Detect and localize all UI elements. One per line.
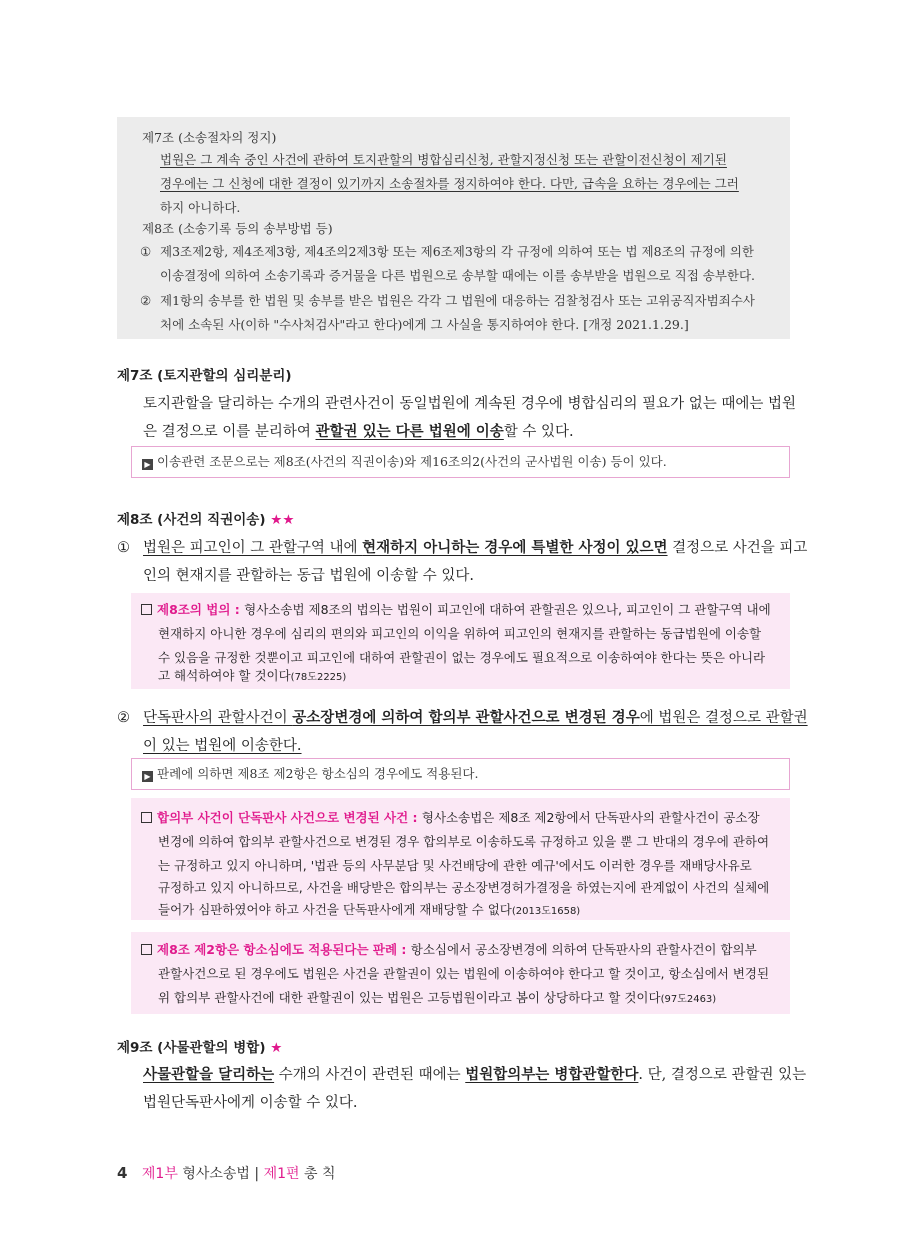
rule-art7-line2: 경우에는 그 신청에 대한 결정이 있기까지 소송절차를 정지하여야 한다. 다만, 급속을 요하는 경우에는 그러 — [160, 176, 739, 191]
art8-p2-line2: 이 있는 법원에 이송한다. — [143, 738, 302, 754]
case-box-3-line2: 관할사건으로 된 경우에도 법원은 사건을 관할권이 있는 법원에 이송하여야 한다고 할 것이고, 항소심에서 변경된 — [158, 966, 770, 981]
page-footer — [117, 1163, 335, 1183]
art8-p1-line2: 인의 현재지를 관할하는 동급 법원에 이송할 수 있다. — [143, 568, 475, 584]
art8-p2-line1: 단독판사의 관할사건이 공소장변경에 의하여 합의부 관할사건으로 변경된 경우에 법원은 결정으로 관할권 — [143, 709, 808, 726]
checkbox-square-icon — [141, 604, 152, 615]
note-box: ▶ 이송관련 조문으로는 제8조(사건의 직권이송)와 제16조의2(사건의 군사법원 이송) 등이 있다. — [131, 446, 790, 478]
case-box-2-line4: 규정하고 있지 아니하므로, 사건을 배당받은 합의부는 공소장변경허가결정을 하였는지에 관계없이 사건의 실체에 — [158, 880, 770, 895]
section-heading-art7: 제7조 (토지관할의 심리분리) — [117, 368, 292, 384]
case-box-3-line3: 위 합의부 관할사건에 대한 관할권이 있는 법원은 고등법원이라고 봄이 상당하다고 할 것이다(97도2463) — [158, 990, 717, 1005]
importance-stars: ★ — [270, 1040, 283, 1056]
art9-line1: 사물관할을 달리하는 수개의 사건이 관련된 때에는 법원합의부는 병합관할한다. 단, 결정으로 관할권 있는 — [143, 1066, 807, 1083]
art7-line1: 토지관할을 달리하는 수개의 관련사건이 동일법원에 계속된 경우에 병합심리의 필요가 없는 때에는 법원 — [143, 396, 796, 412]
rule-art8-c1-line2: 이송결정에 의하여 소송기록과 증거물을 다른 법원으로 송부할 때에는 이를 송부받을 법원으로 직접 송부한다. — [160, 268, 756, 283]
case-box-2-line2: 변경에 의하여 합의부 관할사건으로 변경된 경우 합의부로 이송하도록 규정하고 있을 뿐 그 반대의 경우에 관하여 — [158, 834, 770, 849]
arrow-marker-icon: ▶ — [142, 771, 153, 782]
note-box: ▶ 판례에 의하면 제8조 제2항은 항소심의 경우에도 적용된다. — [131, 758, 790, 790]
section-heading-art8: 제8조 (사건의 직권이송) ★★ — [117, 512, 295, 528]
case-box-1-line2: 현재하지 아니한 경우에 심리의 편의와 피고인의 이익을 위하여 피고인의 현재지를 관할하는 동급법원에 이송할 — [158, 626, 762, 641]
art7-line2: 은 결정으로 이를 분리하여 관할권 있는 다른 법원에 이송할 수 있다. — [143, 423, 574, 440]
case-box-1-line1: 제8조의 법의 : 형사소송법 제8조의 법의는 법원이 피고인에 대하여 관할권은 있으나, 피고인이 그 관할구역 내에 — [141, 598, 771, 622]
footer-book: 형사소송법 — [182, 1166, 250, 1182]
section-heading-art9: 제9조 (사물관할의 병합) ★ — [117, 1040, 283, 1056]
page-number: 4 — [117, 1164, 128, 1182]
case-box-3-line1: 제8조 제2항은 항소심에도 적용된다는 판례 : 항소심에서 공소장변경에 의하여 단독판사의 관할사건이 합의부 — [141, 938, 757, 962]
rule-art8-title: 제8조 (소송기록 등의 송부방법 등) — [142, 221, 333, 236]
checkbox-square-icon — [141, 812, 152, 823]
art8-p1-line1: 법원은 피고인이 그 관할구역 내에 현재하지 아니하는 경우에 특별한 사정이 있으면 결정으로 사건을 피고 — [143, 539, 808, 556]
rule-art7-line3: 하지 아니하다. — [160, 200, 241, 215]
case-box-1-line4: 고 해석하여야 할 것이다(78도2225) — [158, 668, 347, 683]
art9-line2: 법원단독판사에게 이송할 수 있다. — [143, 1095, 358, 1111]
case-box-2-line3: 는 규정하고 있지 아니하며, '법관 등의 사무분담 및 사건배당에 관한 예규'에서도 이러한 경우를 재배당사유로 — [158, 858, 752, 873]
case-box-2-line1: 합의부 사건이 단독판사 사건으로 변경된 사건 : 형사소송법은 제8조 제2항에서 단독판사의 관할사건이 공소장 — [141, 806, 760, 830]
rule-art7-line1: 법원은 그 계속 중인 사건에 관하여 토지관할의 병합심리신청, 관할지정신청 또는 관할이전신청이 제기된 — [160, 152, 727, 167]
importance-stars: ★★ — [270, 512, 295, 528]
clause-number: ② — [140, 293, 152, 308]
case-citation: (97도2463) — [660, 994, 717, 1005]
footer-chapter: 제1편 — [263, 1166, 300, 1182]
rule-art8-c1-line1: 제3조제2항, 제4조제3항, 제4조의2제3항 또는 제6조제3항의 각 규정에 의하여 또는 법 제8조의 규정에 의한 — [160, 244, 755, 259]
rule-art8-c2-line2: 처에 소속된 사(이하 "수사처검사"라고 한다)에게 그 사실을 통지하여야 한다. [개정 2021.1.29.] — [160, 317, 689, 332]
footer-part: 제1부 — [141, 1166, 178, 1182]
paragraph-number: ① — [117, 540, 130, 556]
case-box-2-line5: 들어가 심판하였어야 하고 사건을 단독판사에게 재배당할 수 없다(2013도1658) — [158, 902, 581, 917]
case-citation: (78도2225) — [290, 672, 347, 683]
paragraph-number: ② — [117, 710, 130, 726]
arrow-marker-icon: ▶ — [142, 459, 153, 470]
footer-chapter-name: 총 칙 — [303, 1166, 336, 1182]
checkbox-square-icon — [141, 944, 152, 955]
case-box-1-line3: 수 있음을 규정한 것뿐이고 피고인에 대하여 관할권이 없는 경우에도 필요적으로 이송하여야 한다는 뜻은 아니라 — [158, 650, 766, 665]
rule-art7-title: 제7조 (소송절차의 정지) — [142, 130, 277, 145]
clause-number: ① — [140, 244, 152, 259]
case-citation: (2013도1658) — [511, 906, 581, 917]
footer-separator: | — [254, 1166, 260, 1182]
rule-art8-c2-line1: 제1항의 송부를 한 법원 및 송부를 받은 법원은 각각 그 법원에 대응하는 검찰청검사 또는 고위공직자범죄수사 — [160, 293, 755, 308]
